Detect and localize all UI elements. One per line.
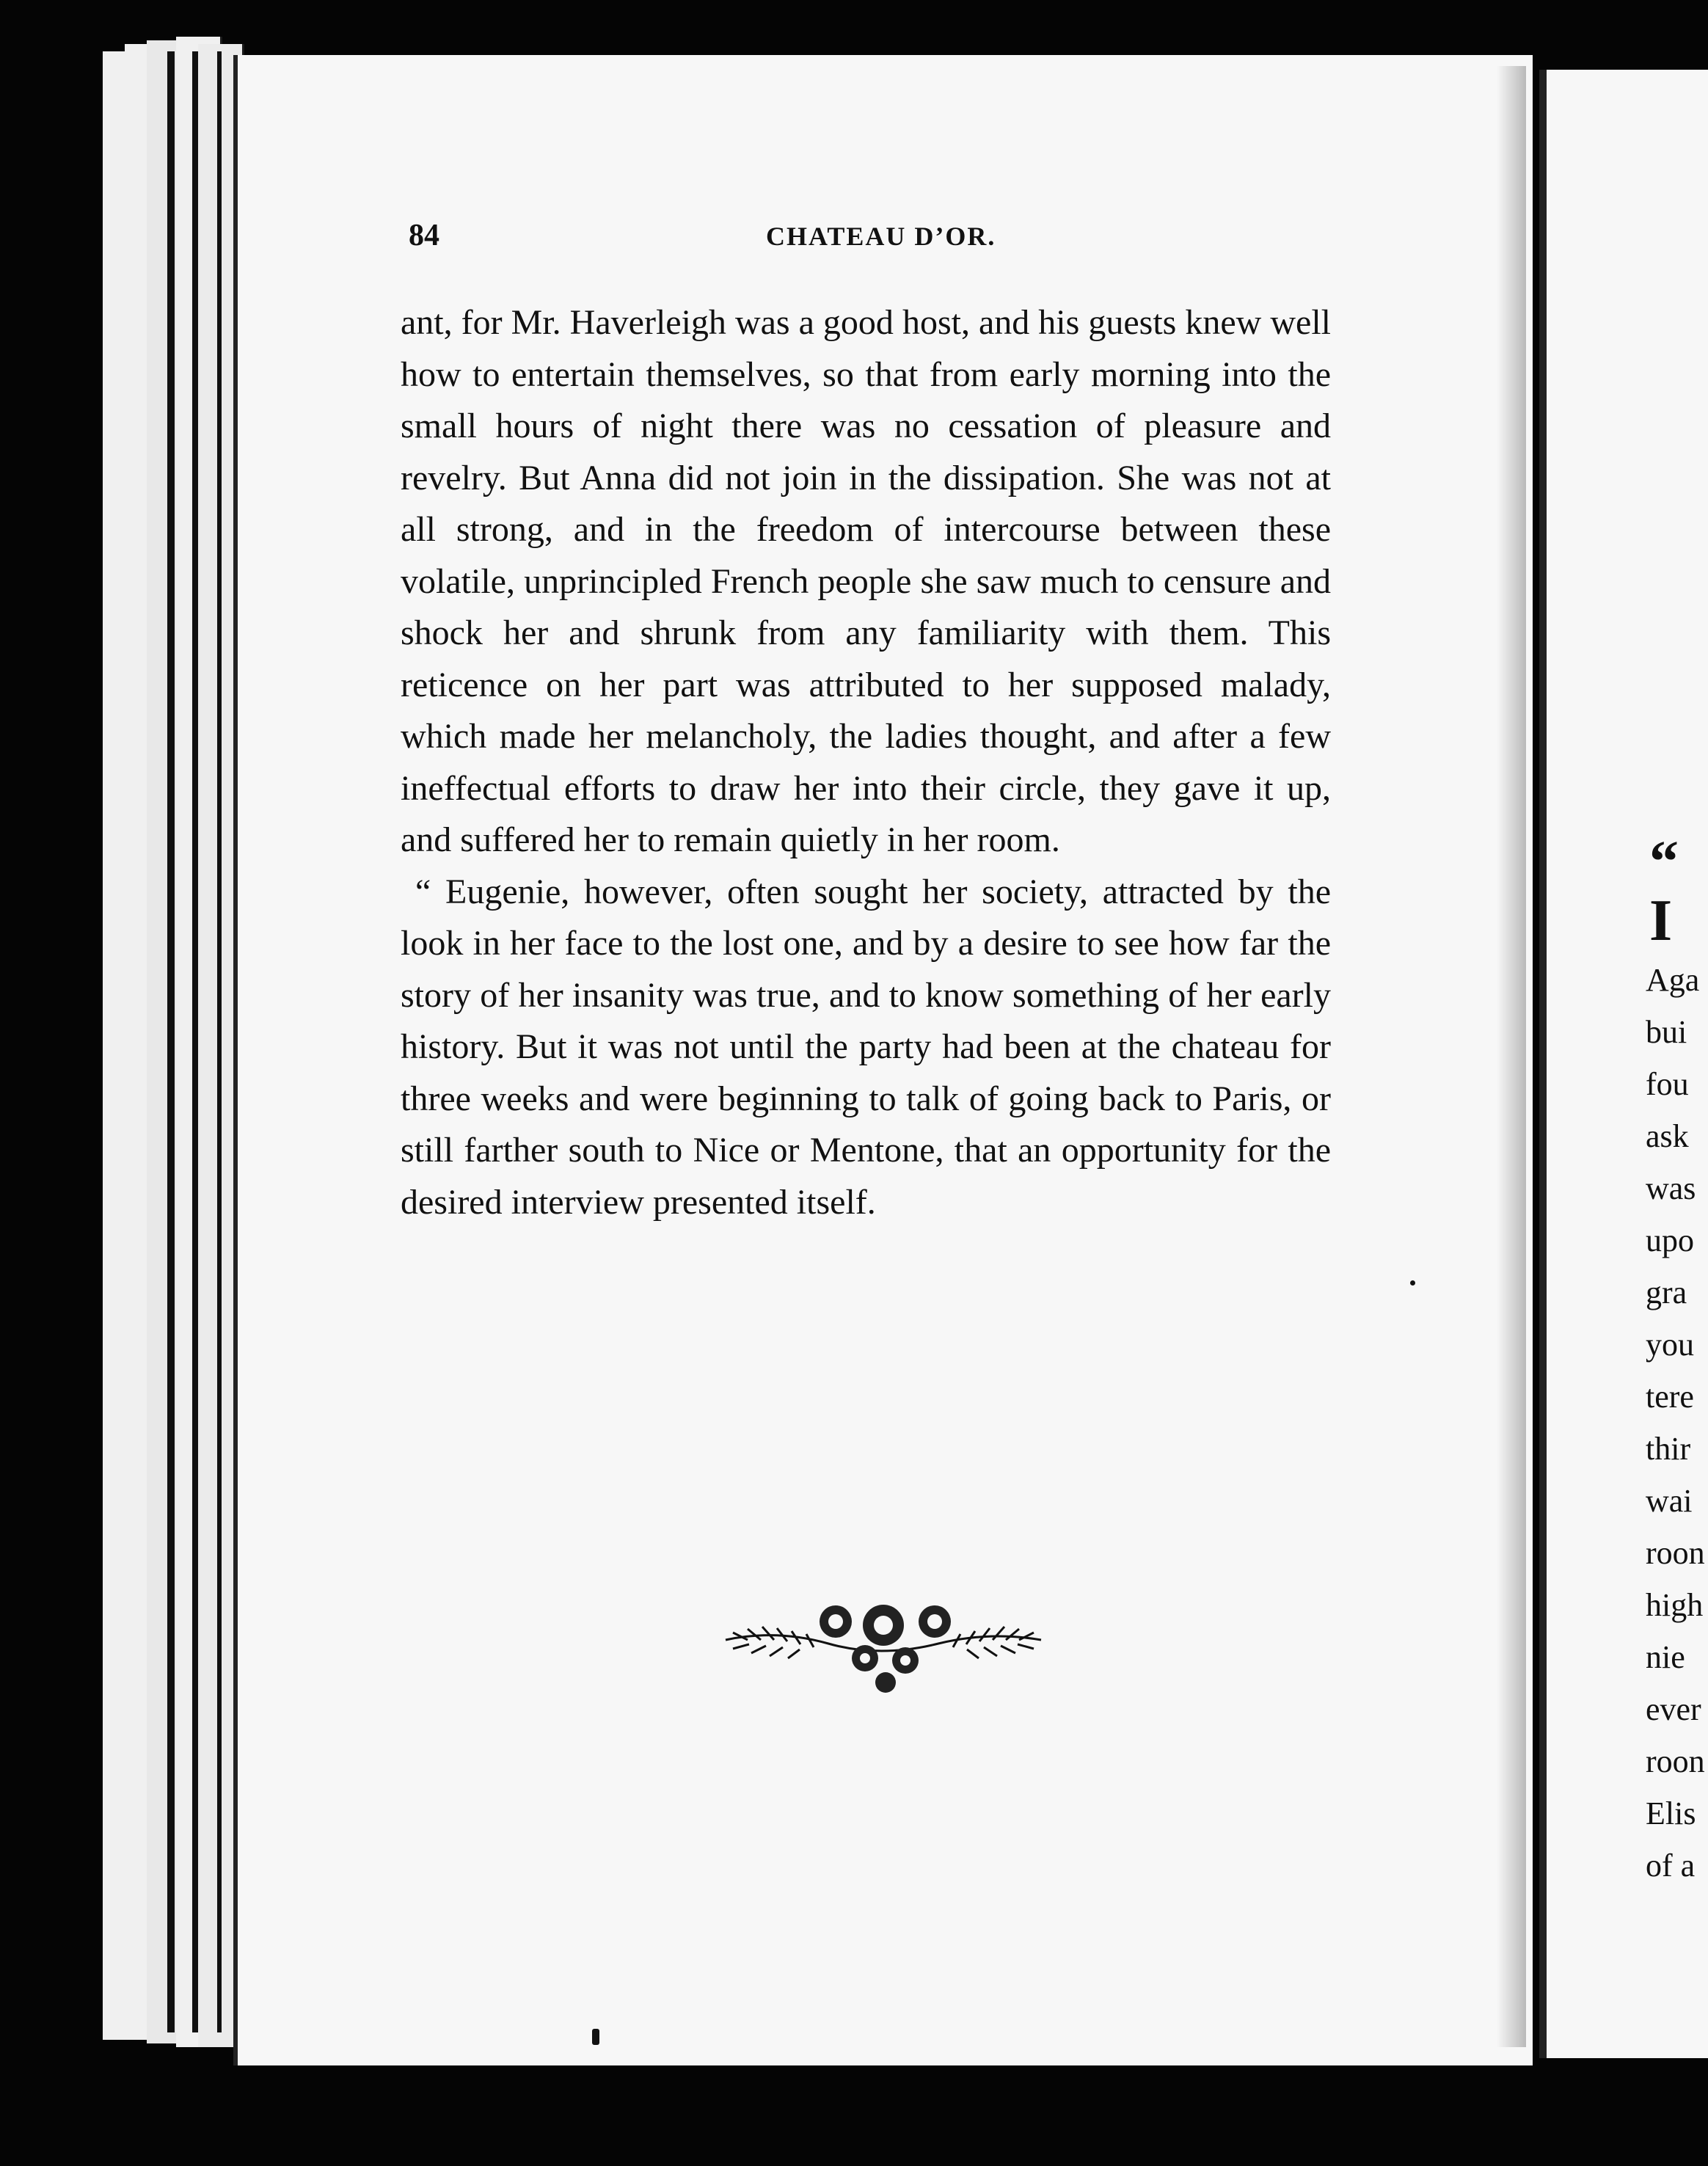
page-edge-shadow [217,51,222,2032]
facing-line: ask [1646,1118,1689,1154]
facing-line: nie [1646,1639,1685,1675]
paragraph: “ Eugenie, however, often sought her society, attracted by the look in her face to the lost one, and by a desire to see how far the story of her insanity was true, and to know something of her early history. But it was not until the party had been at the chateau for three weeks and were beginning to talk of going back to Paris, or still farther south to Nice or Mentone, that an opportunity for the desired interview presented itself. [401,872,1331,1222]
facing-opening-quote: “ I [1649,830,1679,953]
paragraph: ant, for Mr. Haverleigh was a good host, and his guests knew well how to entertain themselves, so that from early morning into the small hours of night there was no cessation of pleasure and revelry. But Anna did not join in the dissipation. She was not at all strong, and in the freedom of intercourse between these volatile, unprincipled French people she saw much to censure and shock her and shrunk from any familiarity with them. This reticence on her part was attributed to her supposed malady, which made her melancholy, the ladies thought, and after a few ineffectual efforts to draw her into their circle, they gave it up, and suffered her to remain quietly in her room. [401,303,1331,859]
facing-line: roon [1646,1743,1705,1779]
gutter-shadow [1497,66,1526,2047]
facing-line: Aga [1646,962,1700,998]
facing-page [1539,70,1708,2058]
book-page [233,55,1533,2065]
facing-line: ever [1646,1691,1701,1727]
facing-line: roon [1646,1535,1705,1571]
page-number: 84 [409,219,439,252]
facing-page-lines [1646,954,1705,1892]
facing-line: upo [1646,1222,1694,1258]
page-edge-shadow [167,51,175,2032]
facing-line: bui [1646,1014,1687,1050]
page-edge-shadow [192,51,198,2032]
facing-line: thir [1646,1431,1691,1467]
facing-line: fou [1646,1066,1689,1102]
facing-line: you [1646,1327,1694,1363]
facing-line: gra [1646,1275,1687,1310]
running-head: CHATEAU D’OR. [766,222,996,251]
floral-ornament-icon [718,1589,1048,1699]
facing-line: was [1646,1170,1696,1206]
facing-line: of a [1646,1848,1696,1884]
body-text [401,297,1331,1228]
ink-speck [1410,1280,1415,1286]
facing-line: tere [1646,1379,1694,1415]
ink-speck [592,2029,599,2045]
facing-line: wai [1646,1483,1693,1519]
facing-line: high [1646,1587,1704,1623]
facing-line: Elis [1646,1795,1696,1831]
